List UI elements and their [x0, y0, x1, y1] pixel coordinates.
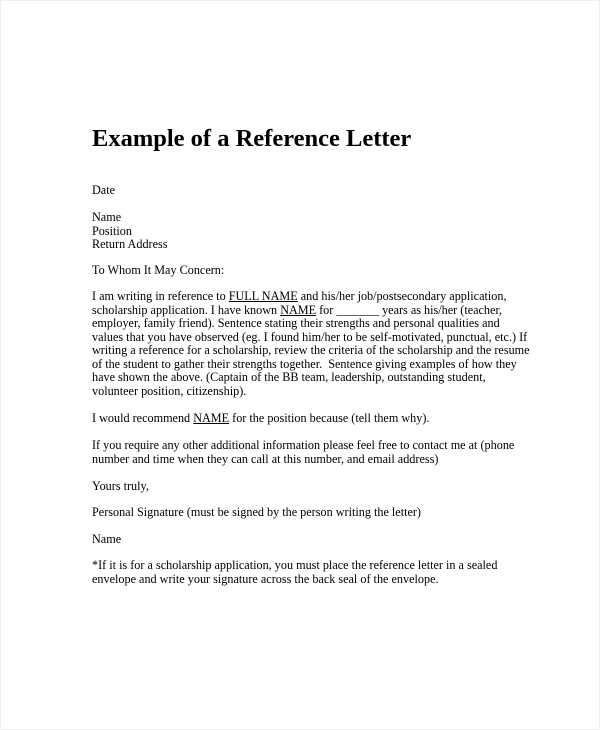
sender-block: [92, 211, 168, 252]
note-line: envelope and write your signature across the back seal of the envelope.: [92, 571, 439, 586]
salutation: To Whom It May Concern:: [92, 263, 225, 277]
recommend-text: I would recommend: [92, 411, 194, 425]
body-line: of the student to gather their strengths together. Sentence giving examples of how they: [92, 356, 517, 371]
date-line: Date: [92, 183, 116, 197]
recommend-text: for the position because (tell them why).: [229, 411, 430, 425]
body-line: have shown the above. (Captain of the BB team, leadership, outstanding student,: [92, 370, 486, 384]
contact-line: number and time when they can call at this number, and email address): [92, 451, 439, 466]
closing: Yours truly,: [92, 479, 149, 493]
body-line: values that you have observed (eg. I found him/her to be self-motivated, punctual, etc.) If: [92, 329, 528, 344]
body-line: employer, family friend). Sentence stating their strengths and personal qualities and: [92, 316, 500, 330]
sender-name: Name: [92, 210, 122, 224]
name-placeholder: NAME: [193, 411, 230, 425]
recommend-paragraph: [92, 412, 429, 426]
body-text: and his/her job/postsecondary application,: [297, 289, 507, 303]
body-text: for _______ years as his/her (teacher,: [316, 302, 503, 317]
page-title: Example of a Reference Letter: [92, 125, 412, 152]
signature-line: Personal Signature (must be signed by the person writing the letter): [92, 505, 421, 519]
body-paragraph: [92, 290, 530, 398]
note-line: *If it is for a scholarship application, you must place the reference letter in a sealed: [92, 558, 498, 572]
contact-line: If you require any other additional information please feel free to contact me at (phone: [92, 438, 515, 452]
note-paragraph: [92, 559, 497, 586]
body-line: volunteer position, citizenship).: [92, 383, 247, 398]
signer-name: Name: [92, 532, 122, 546]
body-line: writing a reference for a scholarship, review the criteria of the scholarship and the resume: [92, 343, 530, 357]
sender-address: Return Address: [92, 237, 168, 251]
full-name-placeholder: FULL NAME: [228, 289, 298, 303]
name-placeholder: NAME: [280, 302, 317, 317]
sender-position: Position: [92, 223, 132, 238]
contact-paragraph: [92, 439, 514, 466]
body-text: I am writing in reference to: [92, 289, 229, 303]
body-text: scholarship application. I have known: [92, 302, 281, 317]
